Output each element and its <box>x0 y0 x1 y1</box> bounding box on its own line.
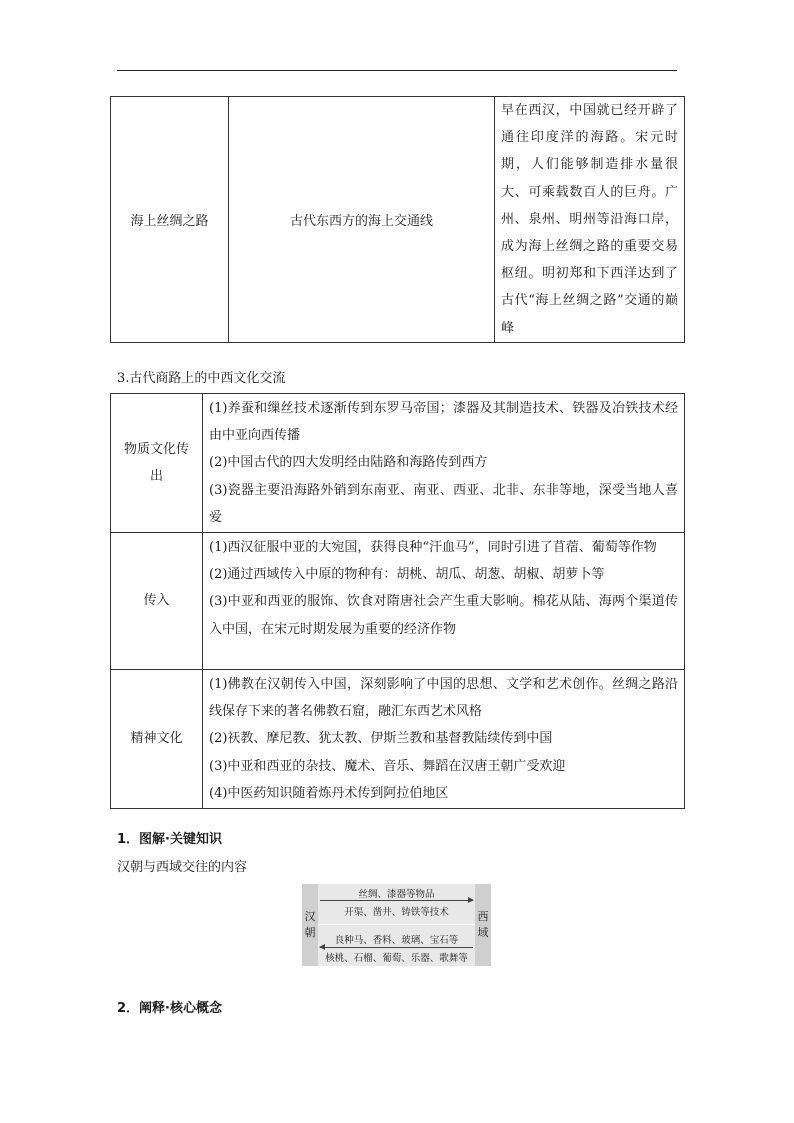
list-item: (2)祆教、摩尼教、犹太教、伊斯兰教和基督教陆续传到中国 <box>209 731 553 747</box>
category-cell <box>111 394 203 533</box>
label-char: 朝 <box>304 926 316 939</box>
part-2-title: 2．阐释·核心概念 <box>117 1001 222 1016</box>
description-cell <box>203 394 685 533</box>
list-item: (4)中医药知识随着炼丹术传到阿拉伯地区 <box>209 785 449 801</box>
category-label: 精神文化 <box>130 731 183 747</box>
list-item: (3)中亚和西亚的服饰、饮食对隋唐社会产生重大影响。棉花从陆、海两个渠道传入中国，在宋元时期发展为重要的经济作物 <box>209 594 678 637</box>
part-1-title: 1．图解·关键知识 <box>117 832 222 847</box>
part-1-subtitle: 汉朝与西域交往的内容 <box>117 860 248 875</box>
western-regions-label <box>475 884 491 966</box>
list-item: (2)中国古代的四大发明经由陆路和海路传到西方 <box>209 455 488 471</box>
route-definition-cell: 古代东西方的海上交通线 <box>229 97 495 343</box>
category-label: 传入 <box>143 593 170 609</box>
section-3-title: 3.古代商路上的中西文化交流 <box>117 371 286 386</box>
category-label: 物质文化传出 <box>123 441 189 484</box>
maritime-silk-road-table <box>110 96 685 343</box>
table-row <box>111 533 685 670</box>
label-char: 汉 <box>304 910 316 923</box>
label-char: 西 <box>477 910 489 923</box>
table-row <box>111 97 685 343</box>
outgoing-goods-label: 丝绸、漆器等物品 <box>358 889 435 900</box>
description-cell <box>203 670 685 809</box>
arrow-right-icon <box>320 900 473 901</box>
header-rule <box>117 70 677 71</box>
divider <box>318 924 475 925</box>
arrow-left-icon <box>320 947 473 948</box>
incoming-goods-label: 良种马、香料、玻璃、宝石等 <box>334 935 459 946</box>
han-western-regions-diagram <box>302 884 491 966</box>
list-item: (1)佛教在汉朝传入中国，深刻影响了中国的思想、文学和艺术创作。丝绸之路沿线保存下来的著名佛教石窟，融汇东西艺术风格 <box>209 677 678 720</box>
list-item: (1)西汉征服中亚的大宛国，获得良种“汗血马”，同时引进了苜蓿、葡萄等作物 <box>209 540 657 556</box>
list-item: (3)中亚和西亚的杂技、魔术、音乐、舞蹈在汉唐王朝广受欢迎 <box>209 758 566 774</box>
table-row <box>111 670 685 809</box>
incoming-crops-label: 核桃、石榴、葡萄、乐器、歌舞等 <box>325 953 468 964</box>
han-dynasty-label <box>302 884 318 966</box>
list-item: (1)养蚕和缫丝技术逐渐传到东罗马帝国；漆器及其制造技术、铁器及冶铁技术经由中亚向西传播 <box>209 401 678 444</box>
description-cell <box>203 533 685 670</box>
table-row <box>111 394 685 533</box>
list-item: (2)通过西域传入中原的物种有：胡桃、胡瓜、胡葱、胡椒、胡萝卜等 <box>209 567 605 583</box>
route-detail-cell: 早在西汉，中国就已经开辟了通往印度洋的海路。宋元时期，人们能够制造排水量很大、可乘载数百人的巨舟。广州、泉州、明州等沿海口岸，成为海上丝绸之路的重要交易枢纽。明初郑和下西洋达到了古代“海上丝绸之路”交通的巅峰 <box>495 97 685 343</box>
outgoing-tech-label: 开渠、凿井、铸铁等技术 <box>344 907 449 918</box>
category-cell <box>111 533 203 670</box>
cultural-exchange-table <box>110 393 685 809</box>
route-name-cell: 海上丝绸之路 <box>111 97 229 343</box>
category-cell <box>111 670 203 809</box>
list-item: (3)瓷器主要沿海路外销到东南亚、南亚、西亚、北非、东非等地，深受当地人喜爱 <box>209 482 678 525</box>
label-char: 域 <box>477 926 489 939</box>
